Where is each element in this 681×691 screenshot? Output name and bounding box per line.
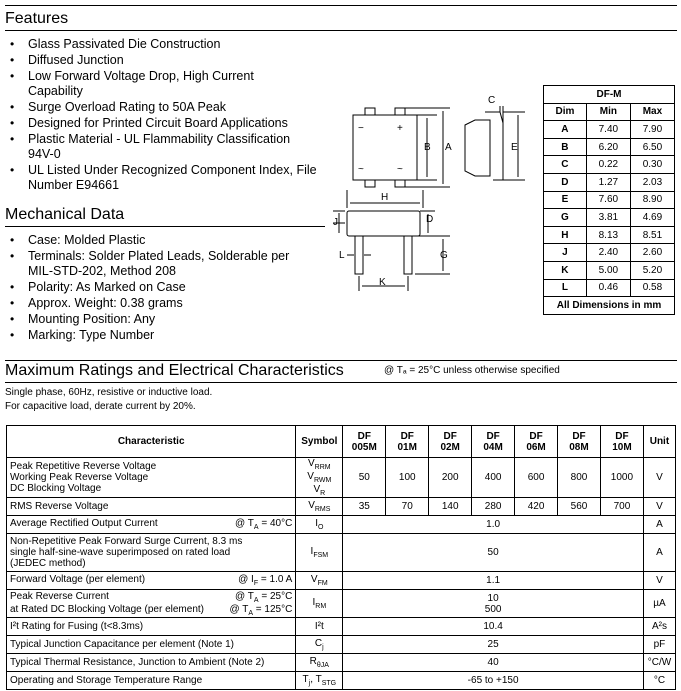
- char-line: Non-Repetitive Peak Forward Surge Current, 8.3 ms: [10, 536, 243, 547]
- part-line-2: 02M: [440, 441, 460, 453]
- dim-cell: 0.46: [586, 279, 630, 297]
- plus-mark: +: [397, 123, 403, 134]
- dim-cell: E: [544, 191, 587, 209]
- minus-mark: −: [358, 123, 364, 134]
- sym: V: [310, 574, 318, 585]
- dim-header: Dim: [544, 103, 587, 121]
- feature-item: • UL Listed Under Recognized Component Index, File Number E94661: [5, 163, 328, 193]
- dim-cell: 7.60: [586, 191, 630, 209]
- value-cell: 35: [343, 498, 386, 516]
- mechanical-item: • Case: Molded Plastic: [5, 233, 325, 248]
- symbol-cell: [296, 516, 343, 534]
- value-cell: 600: [515, 458, 558, 498]
- dim-cell: K: [544, 261, 587, 279]
- dim-cell: 0.30: [630, 156, 674, 174]
- value-cell: 1.0: [343, 516, 644, 534]
- dim-cell: L: [544, 279, 587, 297]
- value-cell: 560: [558, 498, 601, 516]
- dim-cell: 7.90: [630, 121, 674, 139]
- dim-cell: 5.20: [630, 261, 674, 279]
- value-cell: 50: [343, 458, 386, 498]
- dim-cell: 8.13: [586, 226, 630, 244]
- dim-cell: D: [544, 173, 587, 191]
- value-cell: -65 to +150: [343, 672, 644, 690]
- dim-table-footer: All Dimensions in mm: [544, 297, 675, 315]
- value-cell: [343, 590, 644, 618]
- value-cell: 800: [558, 458, 601, 498]
- table-row: [7, 572, 676, 590]
- dim-cell: J: [544, 244, 587, 262]
- part-line-1: DF: [443, 430, 457, 442]
- dim-label-d: D: [426, 214, 434, 225]
- value-cell: 700: [600, 498, 643, 516]
- features-list: [5, 37, 325, 194]
- dim-cell: 6.50: [630, 138, 674, 156]
- characteristic-cell: RMS Reverse Voltage: [7, 498, 296, 516]
- symbol-cell: [296, 498, 343, 516]
- char-line: (JEDEC method): [10, 558, 86, 569]
- symbol-cell: [296, 572, 343, 590]
- char-line: single half-sine-wave superimposed on rated load: [10, 547, 231, 558]
- part-line-1: DF: [615, 430, 629, 442]
- table-row: [544, 121, 675, 139]
- table-row: [7, 516, 676, 534]
- header-part: [343, 426, 386, 458]
- value-cell: 280: [472, 498, 515, 516]
- ratings-title: Maximum Ratings and Electrical Characteristics: [5, 362, 344, 379]
- header-unit: Unit: [643, 426, 675, 458]
- characteristic-cell: [7, 534, 296, 572]
- table-row: [544, 244, 675, 262]
- part-line-1: DF: [486, 430, 500, 442]
- symbol-cell: [296, 590, 343, 618]
- table-row: [544, 191, 675, 209]
- sym: C: [314, 638, 323, 649]
- characteristic-cell: I²t Rating for Fusing (t<8.3ms): [7, 618, 296, 636]
- dim-header: Min: [586, 103, 630, 121]
- ratings-note-2: For capacitive load, derate current by 20%.: [5, 401, 196, 412]
- dim-cell: 2.03: [630, 173, 674, 191]
- unit-cell: °C/W: [643, 654, 675, 672]
- ratings-top-rule: [5, 360, 677, 361]
- dim-cell: 0.58: [630, 279, 674, 297]
- table-row: [544, 226, 675, 244]
- sym: V: [308, 458, 315, 469]
- char-text: Forward Voltage (per element): [10, 574, 146, 585]
- ratings-note-1: Single phase, 60Hz, resistive or inductive load.: [5, 387, 213, 398]
- cond-val: = 40°C: [258, 518, 293, 529]
- condition: [229, 604, 292, 617]
- sym: V: [307, 471, 314, 482]
- dim-cell: 3.81: [586, 209, 630, 227]
- sym-sub: RRM: [314, 464, 331, 471]
- dim-cell: 6.20: [586, 138, 630, 156]
- sym-sub: O: [317, 524, 324, 531]
- value-cell: 70: [386, 498, 429, 516]
- symbol-cell: [296, 654, 343, 672]
- header-characteristic: Characteristic: [7, 426, 296, 458]
- ratings-rule: [5, 382, 677, 383]
- characteristic-cell: [7, 458, 296, 498]
- top-rule: [5, 5, 677, 6]
- dim-cell: 5.00: [586, 261, 630, 279]
- char-line: Working Peak Reverse Voltage: [10, 472, 149, 483]
- tilde-mark: ~: [397, 164, 403, 175]
- value-cell: 420: [515, 498, 558, 516]
- dim-cell: 1.27: [586, 173, 630, 191]
- dim-cell: H: [544, 226, 587, 244]
- sym-sub: FM: [317, 580, 328, 587]
- ratings-table: [6, 425, 676, 690]
- sym: R: [309, 656, 317, 667]
- part-line-1: DF: [357, 430, 371, 442]
- cond-val: = 1.0 A: [258, 574, 293, 585]
- feature-item: • Diffused Junction: [5, 53, 325, 68]
- unit-cell: A²s: [643, 618, 675, 636]
- part-line-2: 10M: [612, 441, 632, 453]
- sym-sub: STG: [321, 680, 337, 687]
- characteristic-cell: Typical Thermal Resistance, Junction to Ambient (Note 2): [7, 654, 296, 672]
- dim-cell: 8.90: [630, 191, 674, 209]
- value-cell: 1000: [600, 458, 643, 498]
- dim-label-l: L: [339, 250, 345, 261]
- cond-text: @ T: [235, 518, 254, 529]
- value-cell: 25: [343, 636, 644, 654]
- unit-cell: A: [643, 516, 675, 534]
- characteristic-cell: Operating and Storage Temperature Range: [7, 672, 296, 690]
- table-row: [544, 209, 675, 227]
- unit-cell: µA: [643, 590, 675, 618]
- dim-cell: 7.40: [586, 121, 630, 139]
- cond-sub: F: [253, 580, 259, 587]
- unit-cell: A: [643, 534, 675, 572]
- table-row: [544, 156, 675, 174]
- sym-sub: j: [308, 680, 311, 687]
- symbol-cell: [296, 458, 343, 498]
- sym-sub: R: [320, 490, 326, 497]
- char-text: Peak Reverse Current: [10, 590, 109, 602]
- mechanical-item: • Mounting Position: Any: [5, 312, 325, 327]
- characteristic-cell: [7, 516, 296, 534]
- table-row: [7, 636, 676, 654]
- sym-sub: j: [322, 644, 324, 651]
- dim-cell: G: [544, 209, 587, 227]
- cond-sub: A: [253, 596, 259, 604]
- dim-cell: 0.22: [586, 156, 630, 174]
- dim-label-h: H: [381, 192, 389, 203]
- table-row: [7, 654, 676, 672]
- condition: [238, 574, 292, 587]
- unit-cell: pF: [643, 636, 675, 654]
- feature-item: • Surge Overload Rating to 50A Peak: [5, 100, 325, 115]
- table-row: [544, 279, 675, 297]
- dim-header: Max: [630, 103, 674, 121]
- package-diagram: [325, 88, 535, 298]
- dim-label-b: B: [424, 142, 431, 153]
- dim-label-j: J: [333, 217, 338, 228]
- table-row: [7, 672, 676, 690]
- mechanical-item: • Approx. Weight: 0.38 grams: [5, 296, 325, 311]
- sym-sub: θJA: [316, 662, 329, 669]
- cond-val: = 125°C: [253, 603, 293, 615]
- table-row: [544, 261, 675, 279]
- char-text: at Rated DC Blocking Voltage (per element): [10, 603, 204, 615]
- unit-cell: V: [643, 458, 675, 498]
- unit-cell: V: [643, 498, 675, 516]
- dim-cell: 8.51: [630, 226, 674, 244]
- sym: , T: [310, 674, 322, 685]
- value-cell: 50: [343, 534, 644, 572]
- table-row: [7, 498, 676, 516]
- value-cell: 1.1: [343, 572, 644, 590]
- dim-label-a: A: [445, 142, 452, 153]
- cond-val: = 25°C: [258, 590, 293, 602]
- dim-table-title: DF-M: [544, 86, 675, 104]
- char-line: DC Blocking Voltage: [10, 483, 102, 494]
- table-row: [7, 534, 676, 572]
- tilde-mark: ~: [358, 164, 364, 175]
- value-cell: 140: [429, 498, 472, 516]
- part-line-2: 08M: [569, 441, 589, 453]
- table-row: [7, 458, 676, 498]
- symbol-cell: [296, 636, 343, 654]
- dim-cell: B: [544, 138, 587, 156]
- cond-sub: A: [248, 609, 254, 617]
- table-row: [544, 138, 675, 156]
- condition: [235, 518, 292, 531]
- characteristic-cell: [7, 590, 296, 618]
- value-cell: 40: [343, 654, 644, 672]
- value-cell: 10.4: [343, 618, 644, 636]
- sym-sub: FSM: [313, 552, 329, 559]
- dim-cell: 2.60: [630, 244, 674, 262]
- part-line-1: DF: [572, 430, 586, 442]
- header-symbol: Symbol: [296, 426, 343, 458]
- value-line: 500: [484, 603, 502, 615]
- characteristic-cell: [7, 572, 296, 590]
- unit-cell: V: [643, 572, 675, 590]
- sym-sub: RWM: [313, 477, 332, 484]
- dim-label-c: C: [488, 95, 496, 106]
- feature-item: • Glass Passivated Die Construction: [5, 37, 325, 52]
- table-row: [7, 618, 676, 636]
- features-title: Features: [5, 10, 69, 27]
- dim-label-g: G: [440, 250, 448, 261]
- feature-item: • Designed for Printed Circuit Board Applications: [5, 116, 325, 131]
- char-text: Average Rectified Output Current: [10, 518, 158, 529]
- part-line-1: DF: [400, 430, 414, 442]
- dim-label-k: K: [379, 277, 386, 288]
- value-cell: 200: [429, 458, 472, 498]
- cond-text: @ T: [229, 603, 249, 615]
- part-line-2: 06M: [526, 441, 546, 453]
- part-line-2: 04M: [483, 441, 503, 453]
- condition: [235, 591, 292, 604]
- mechanical-item: • Polarity: As Marked on Case: [5, 280, 325, 295]
- mechanical-list: [5, 233, 325, 344]
- dim-label-e: E: [511, 142, 518, 153]
- unit-cell: °C: [643, 672, 675, 690]
- header-part: [429, 426, 472, 458]
- part-line-2: 005M: [351, 441, 377, 453]
- sym-sub: RMS: [314, 506, 331, 513]
- part-line-1: DF: [529, 430, 543, 442]
- header-part: [558, 426, 601, 458]
- header-part: [600, 426, 643, 458]
- char-line: Peak Repetitive Reverse Voltage: [10, 461, 157, 472]
- table-row: [7, 590, 676, 618]
- sym-sub: RM: [315, 603, 327, 610]
- dim-cell: 2.40: [586, 244, 630, 262]
- part-line-2: 01M: [397, 441, 417, 453]
- mechanical-title: Mechanical Data: [5, 206, 125, 223]
- sym: V: [308, 500, 315, 511]
- sym: I: [312, 597, 316, 608]
- table-row: [544, 173, 675, 191]
- dim-cell: C: [544, 156, 587, 174]
- header-part: [515, 426, 558, 458]
- features-rule: [5, 30, 677, 31]
- feature-item: • Low Forward Voltage Drop, High Current Capability: [5, 69, 288, 99]
- symbol-cell: [296, 672, 343, 690]
- sym: T: [302, 674, 309, 685]
- symbol-cell: I²t: [296, 618, 343, 636]
- dim-cell: 4.69: [630, 209, 674, 227]
- cond-text: @ I: [238, 574, 254, 585]
- dim-cell: A: [544, 121, 587, 139]
- sym: I: [315, 518, 318, 529]
- sym: V: [313, 484, 321, 495]
- sym: I: [310, 546, 314, 557]
- symbol-cell: [296, 534, 343, 572]
- header-part: [386, 426, 429, 458]
- ratings-condition: @ Tₐ = 25°C unless otherwise specified: [384, 365, 560, 376]
- cond-sub: A: [253, 524, 259, 531]
- cond-text: @ T: [235, 590, 254, 602]
- header-part: [472, 426, 515, 458]
- value-line: 10: [487, 592, 499, 604]
- feature-item: • Plastic Material - UL Flammability Classification 94V-0: [5, 132, 303, 162]
- value-cell: 400: [472, 458, 515, 498]
- mechanical-item: • Terminals: Solder Plated Leads, Solderable per MIL-STD-202, Method 208: [5, 249, 298, 279]
- mechanical-rule: [5, 226, 325, 227]
- characteristic-cell: Typical Junction Capacitance per element (Note 1): [7, 636, 296, 654]
- value-cell: 100: [386, 458, 429, 498]
- mechanical-item: • Marking: Type Number: [5, 328, 325, 343]
- dimension-table: [543, 85, 675, 315]
